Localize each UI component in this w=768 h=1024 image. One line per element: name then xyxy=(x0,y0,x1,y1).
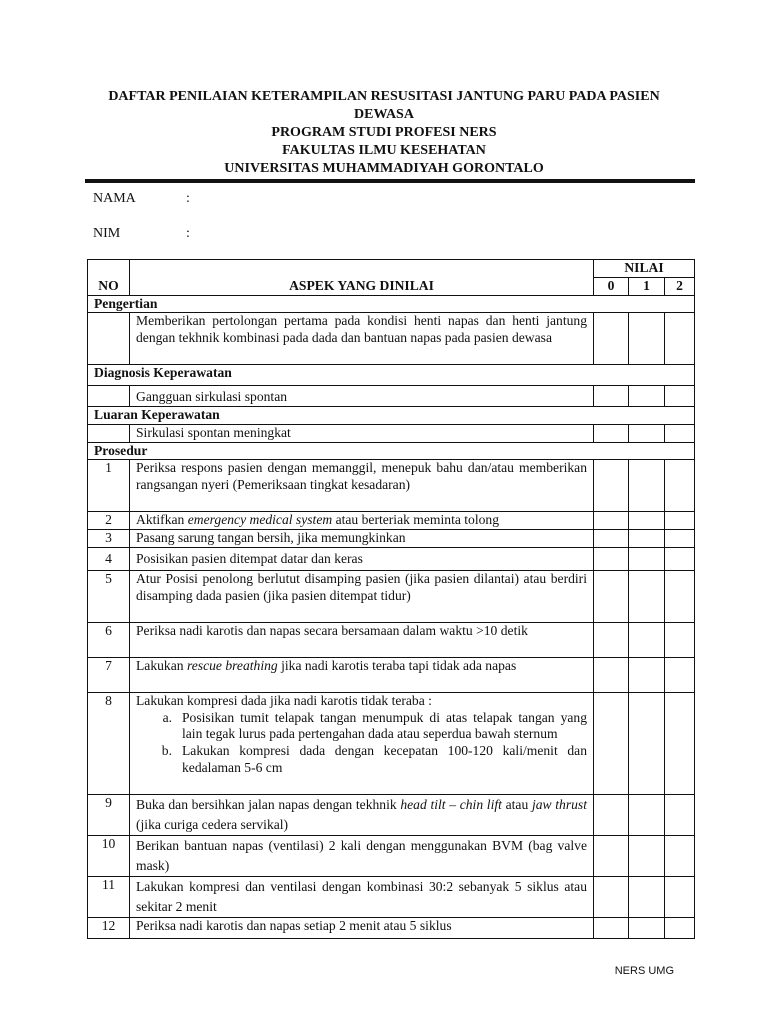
table-header-row xyxy=(88,260,695,278)
section-row xyxy=(88,295,695,313)
step-number: 2 xyxy=(88,512,130,530)
step-number: 7 xyxy=(88,657,130,692)
header-divider xyxy=(85,179,695,183)
score-cell[interactable] xyxy=(665,386,695,407)
step-number: 11 xyxy=(88,876,130,917)
step-number: 5 xyxy=(88,570,130,622)
step-8-sub-a: a. Posisikan tumit telapak tangan menumpuk di atas telapak tangan yang lain tegak lurus pada pertengahan dada atau seperdua bawah sternum xyxy=(162,709,587,742)
step-text xyxy=(130,692,594,794)
score-cell[interactable] xyxy=(594,917,629,938)
score-cell[interactable] xyxy=(594,657,629,692)
score-cell[interactable] xyxy=(665,876,695,917)
score-cell[interactable] xyxy=(665,657,695,692)
nama-colon: : xyxy=(186,191,190,206)
step-text: Periksa nadi karotis dan napas secara bersamaan dalam waktu >10 detik xyxy=(130,622,594,657)
score-cell[interactable] xyxy=(594,876,629,917)
header-title-line1: DAFTAR PENILAIAN KETERAMPILAN RESUSITASI JANTUNG PARU PADA PASIEN xyxy=(108,89,660,104)
score-0-header: 0 xyxy=(594,278,629,296)
section-diagnosis: Diagnosis Keperawatan xyxy=(88,365,695,386)
score-cell[interactable] xyxy=(629,313,665,365)
score-cell[interactable] xyxy=(594,692,629,794)
score-cell[interactable] xyxy=(629,460,665,512)
table-row xyxy=(88,547,695,570)
score-cell[interactable] xyxy=(629,386,665,407)
table-row xyxy=(88,529,695,547)
score-cell[interactable] xyxy=(594,547,629,570)
score-cell[interactable] xyxy=(629,570,665,622)
score-cell[interactable] xyxy=(665,512,695,530)
score-cell[interactable] xyxy=(629,547,665,570)
nama-label: NAMA xyxy=(93,191,136,206)
step-8-intro: Lakukan kompresi dada jika nadi karotis tidak teraba : xyxy=(136,692,432,708)
score-1-header: 1 xyxy=(629,278,665,296)
table-row xyxy=(88,424,695,442)
step-number: 6 xyxy=(88,622,130,657)
nim-label: NIM xyxy=(93,226,121,241)
score-cell[interactable] xyxy=(594,313,629,365)
score-cell[interactable] xyxy=(629,917,665,938)
section-prosedur: Prosedur xyxy=(88,442,695,460)
header-title-line2: DEWASA xyxy=(354,107,414,122)
score-cell[interactable] xyxy=(665,835,695,876)
table-row xyxy=(88,657,695,692)
step-text: Pasang sarung tangan bersih, jika memungkinkan xyxy=(130,529,594,547)
score-cell[interactable] xyxy=(665,460,695,512)
step-8-sub-b: b. Lakukan kompresi dada dengan kecepatan 100-120 kali/menit dan kedalaman 5-6 cm xyxy=(161,743,587,775)
diagnosis-text: Gangguan sirkulasi spontan xyxy=(130,386,594,407)
nim-colon: : xyxy=(186,226,190,241)
score-cell[interactable] xyxy=(594,512,629,530)
score-cell[interactable] xyxy=(629,835,665,876)
score-cell[interactable] xyxy=(665,313,695,365)
step-number: 10 xyxy=(88,835,130,876)
score-cell[interactable] xyxy=(665,529,695,547)
table-row xyxy=(88,692,695,794)
step-text: Periksa nadi karotis dan napas setiap 2 menit atau 5 siklus xyxy=(130,917,594,938)
pengertian-text: Memberikan pertolongan pertama pada kondisi henti napas dan henti jantung dengan tekhnik kombinasi pada dada dan bantuan napas pada pasien dewasa xyxy=(130,313,594,365)
section-row xyxy=(88,365,695,386)
step-number: 8 xyxy=(88,692,130,794)
score-cell[interactable] xyxy=(594,622,629,657)
col-no-header: NO xyxy=(88,260,130,296)
step-text: Lakukan rescue breathing jika nadi karotis teraba tapi tidak ada napas xyxy=(130,657,594,692)
step-number: 9 xyxy=(88,794,130,835)
step-text: Atur Posisi penolong berlutut disamping pasien (jika pasien dilantai) atau berdiri disamping dada pasien (jika pasien ditempat tidur) xyxy=(130,570,594,622)
step-text: Aktifkan emergency medical system atau berteriak meminta tolong xyxy=(130,512,594,530)
section-row xyxy=(88,442,695,460)
step-text: Posisikan pasien ditempat datar dan keras xyxy=(130,547,594,570)
score-cell[interactable] xyxy=(594,529,629,547)
score-cell[interactable] xyxy=(629,512,665,530)
table-row xyxy=(88,835,695,876)
score-cell[interactable] xyxy=(594,570,629,622)
header-faculty: FAKULTAS ILMU KESEHATAN xyxy=(282,143,486,158)
score-cell[interactable] xyxy=(594,460,629,512)
score-cell[interactable] xyxy=(629,529,665,547)
score-cell[interactable] xyxy=(594,794,629,835)
score-cell[interactable] xyxy=(594,386,629,407)
document-header xyxy=(80,88,688,178)
section-luaran: Luaran Keperawatan xyxy=(88,407,695,425)
score-2-header: 2 xyxy=(665,278,695,296)
assessment-table xyxy=(87,259,695,939)
step-number: 1 xyxy=(88,460,130,512)
score-cell[interactable] xyxy=(629,424,665,442)
table-row xyxy=(88,622,695,657)
luaran-text: Sirkulasi spontan meningkat xyxy=(130,424,594,442)
nim-field xyxy=(93,225,190,243)
footer-label: NERS UMG xyxy=(614,965,674,977)
score-cell[interactable] xyxy=(665,570,695,622)
score-cell[interactable] xyxy=(629,622,665,657)
table-row xyxy=(88,876,695,917)
table-row xyxy=(88,794,695,835)
table-row xyxy=(88,917,695,938)
section-row xyxy=(88,407,695,425)
score-cell[interactable] xyxy=(665,547,695,570)
score-cell[interactable] xyxy=(665,794,695,835)
table-row xyxy=(88,570,695,622)
col-aspek-header: ASPEK YANG DINILAI xyxy=(130,260,594,296)
score-cell[interactable] xyxy=(665,424,695,442)
step-text: Lakukan kompresi dan ventilasi dengan kombinasi 30:2 sebanyak 5 siklus atau sekitar 2 menit xyxy=(130,876,594,917)
step-number: 3 xyxy=(88,529,130,547)
score-cell[interactable] xyxy=(629,794,665,835)
score-cell[interactable] xyxy=(629,657,665,692)
score-cell[interactable] xyxy=(629,876,665,917)
score-cell[interactable] xyxy=(665,692,695,794)
score-cell[interactable] xyxy=(665,917,695,938)
col-nilai-header: NILAI xyxy=(594,260,695,278)
score-cell[interactable] xyxy=(665,622,695,657)
step-text: Periksa respons pasien dengan memanggil, menepuk bahu dan/atau memberikan rangsangan nyeri (Pemeriksaan tingkat kesadaran) xyxy=(130,460,594,512)
score-cell[interactable] xyxy=(594,424,629,442)
header-program: PROGRAM STUDI PROFESI NERS xyxy=(271,125,497,140)
score-cell[interactable] xyxy=(629,692,665,794)
table-row xyxy=(88,386,695,407)
table-row xyxy=(88,460,695,512)
table-row xyxy=(88,512,695,530)
header-university: UNIVERSITAS MUHAMMADIYAH GORONTALO xyxy=(224,161,544,176)
table-row xyxy=(88,313,695,365)
step-number: 12 xyxy=(88,917,130,938)
section-pengertian: Pengertian xyxy=(88,295,695,313)
step-number: 4 xyxy=(88,547,130,570)
nama-field xyxy=(93,190,190,208)
step-text: Buka dan bersihkan jalan napas dengan tekhnik head tilt – chin lift atau jaw thrust (jika curiga cedera servikal) xyxy=(130,794,594,835)
score-cell[interactable] xyxy=(594,835,629,876)
step-text: Berikan bantuan napas (ventilasi) 2 kali dengan menggunakan BVM (bag valve mask) xyxy=(130,835,594,876)
